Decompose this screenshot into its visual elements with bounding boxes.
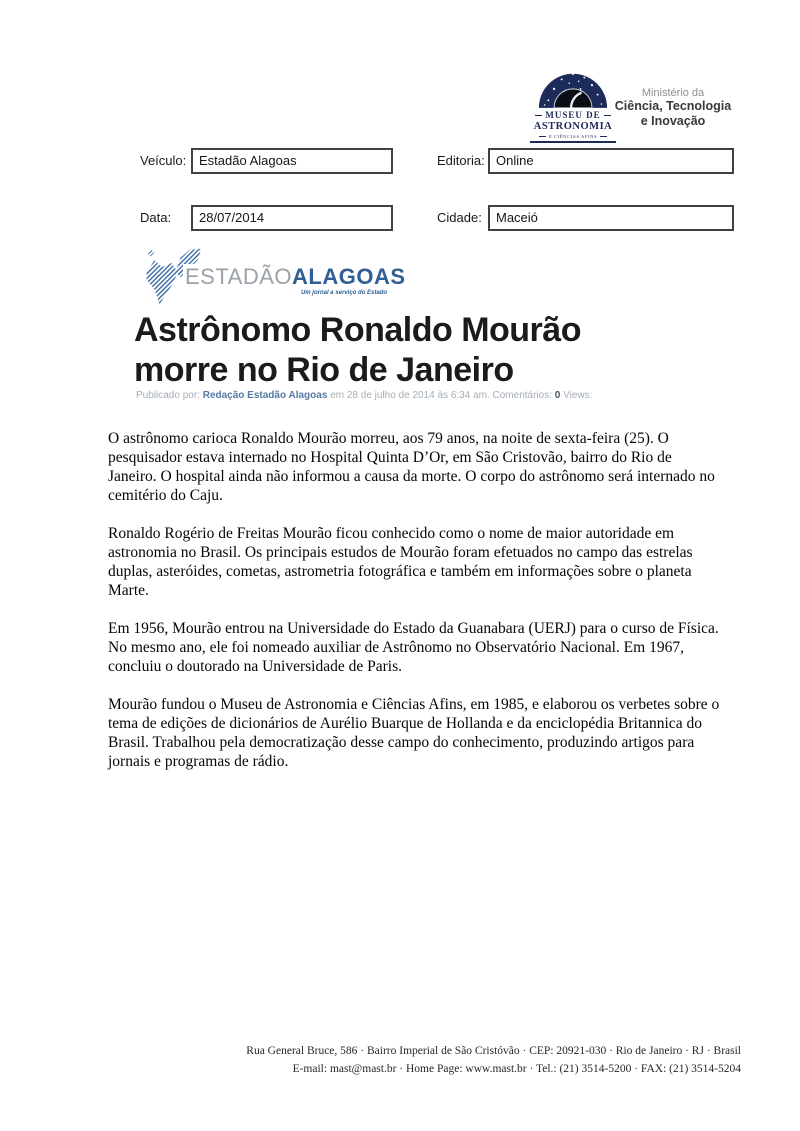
article-paragraph: Mourão fundou o Museu de Astronomia e Ciências Afins, em 1985, e elaborou os verbetes sobre o tema de edições de dicionários de Aurélio Buarque de Hollanda e da enciclopédia Britannica do Brasil. Trabalhou pela democratização desse campo do conhecimento, produzindo artigos para jornais e programas de rádio. — [108, 696, 720, 770]
editoria-field[interactable]: Online — [488, 148, 734, 174]
footer-address-line: Rua General Bruce, 586 · Bairro Imperial de São Cristóvão · CEP: 20921-030 · Rio de Janeiro · RJ · Brasil — [246, 1045, 741, 1057]
mast-address-footer — [181, 1043, 741, 1078]
ministry-logo — [610, 87, 736, 129]
ministry-line1: Ministério da — [641, 87, 705, 99]
museum-subtitle-row — [530, 134, 616, 139]
byline-author-link[interactable]: Redação Estadão Alagoas — [202, 390, 328, 401]
veiculo-field[interactable]: Estadão Alagoas — [191, 148, 393, 174]
byline-views-label: Views: — [563, 390, 593, 401]
museum-subtitle: E CIÊNCIAS AFINS — [548, 134, 598, 139]
article-byline — [136, 390, 592, 401]
alagoas-word: ALAGOAS — [292, 264, 406, 289]
estadao-alagoas-wordmark — [183, 264, 408, 289]
veiculo-label: Veículo: — [140, 153, 187, 168]
rule-line — [539, 136, 546, 137]
estadao-word: ESTADÃO — [185, 264, 293, 289]
article-headline: Astrônomo Ronaldo Mourão morre no Rio de Janeiro — [134, 311, 581, 389]
byline-prefix: Publicado por: — [136, 390, 200, 401]
cidade-field[interactable]: Maceió — [488, 205, 734, 231]
estadao-tagline: Um jornal a serviço do Estado — [300, 290, 387, 296]
museum-logo — [530, 66, 616, 143]
rule-line — [530, 141, 616, 143]
byline-date: em 28 de julho de 2014 às 6:34 am. Comentários: — [330, 390, 552, 401]
data-label: Data: — [140, 210, 172, 225]
article-paragraph: O astrônomo carioca Ronaldo Mourão morreu, aos 79 anos, na noite de sexta-feira (25). O pesquisador estava internado no Hospital Quinta D’Or, em São Cristovão, bairro do Rio de Janeiro. O hospital ainda não informou a causa da morte. O corpo do astrônomo será internado no cemitério do Caju. — [108, 430, 715, 504]
museum-name-row — [530, 110, 616, 120]
estadao-alagoas-logo — [131, 246, 406, 308]
footer-contact-line: E-mail: mast@mast.br · Home Page: www.mast.br · Tel.: (21) 3514-5200 · FAX: (21) 3514-5204 — [292, 1062, 741, 1075]
article-paragraph: Ronaldo Rogério de Freitas Mourão ficou conhecido como o nome de maior autoridade em astronomia no Brasil. Os principais estudos de Mourão foram efetuados no campo das estrelas duplas, asteróides, cometas, astrometria fotográfica e também em informações sobre o planeta Marte. — [108, 525, 693, 599]
museum-name-line2: ASTRONOMIA — [533, 121, 613, 132]
cidade-label: Cidade: — [437, 210, 482, 225]
museum-name-line1: MUSEU DE — [545, 110, 601, 120]
observatory-dome-icon — [537, 66, 609, 108]
rule-line — [600, 136, 607, 137]
editoria-label: Editoria: — [437, 153, 485, 168]
article-paragraph: Em 1956, Mourão entrou na Universidade do Estado da Guanabara (UERJ) para o curso de Física. No mesmo ano, ele foi nomeado auxiliar de Astrônomo no Observatório Nacional. Em 1967, concluiu o doutorado na Universidade de Paris. — [108, 620, 719, 675]
rule-line — [535, 115, 542, 116]
data-field[interactable]: 28/07/2014 — [191, 205, 393, 231]
ministry-line3: e Inovação — [640, 114, 706, 128]
ministry-line2: Ciência, Tecnologia — [614, 99, 732, 113]
byline-comments-count: 0 — [554, 390, 561, 401]
article-body — [108, 429, 724, 790]
